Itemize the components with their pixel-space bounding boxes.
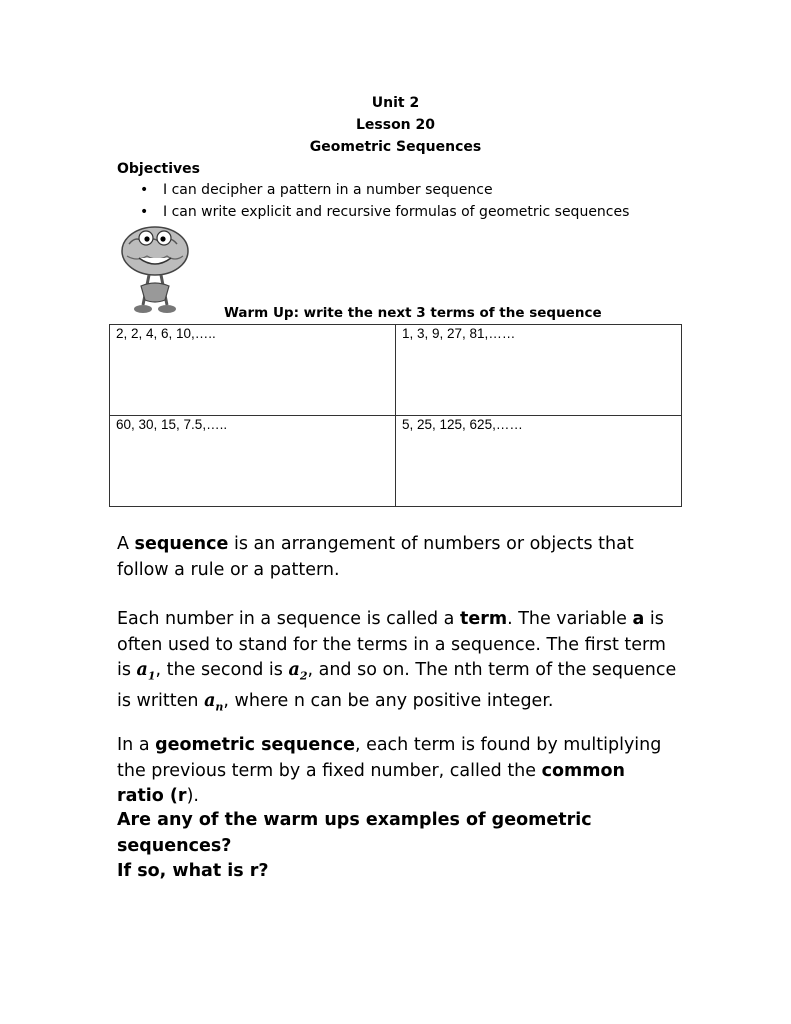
brain-mascot-icon: [115, 224, 195, 316]
objective-item: [140, 204, 629, 220]
lesson-heading: Lesson 20: [355, 117, 436, 133]
topic-heading: Geometric Sequences: [309, 139, 482, 155]
term-definition: Each number in a sequence is called a term. The variable a is often used to stand for the terms in a sequence. The first term is $a_1$, the second is $a_2$, and so on. The nth term of the sequence is written $a_n$, where n can be any positive integer.: [117, 609, 677, 714]
warmup-cell: 60, 30, 15, 7.5,…..: [110, 416, 396, 507]
table-row: [110, 416, 682, 507]
warmup-title: Warm Up: write the next 3 terms of the sequence: [224, 305, 602, 321]
a1-notation: $a_1$: [136, 660, 156, 683]
question-line: If so, what is r?: [117, 861, 269, 881]
warmup-cell: 2, 2, 4, 6, 10,…..: [110, 325, 396, 416]
objective-text: I can write explicit and recursive formulas of geometric sequences: [163, 204, 630, 220]
unit-heading: Unit 2: [371, 95, 420, 111]
variable-a: a: [632, 609, 645, 629]
term-sequence: sequence: [134, 534, 229, 554]
question: [117, 808, 677, 885]
an-notation: $a_n$: [204, 691, 224, 714]
warmup-cell: 5, 25, 125, 625,……: [396, 416, 682, 507]
objective-item: [140, 182, 493, 198]
objective-text: I can decipher a pattern in a number sequence: [163, 182, 493, 198]
question-line: Are any of the warm ups examples of geometric sequences?: [117, 810, 592, 856]
warmup-table: [109, 324, 682, 507]
sequence-definition: A sequence is an arrangement of numbers or objects that follow a rule or a pattern.: [117, 534, 634, 580]
term-common-ratio: common ratio (r: [117, 760, 625, 806]
a2-notation: $a_2$: [288, 660, 308, 683]
table-row: [110, 325, 682, 416]
term-geometric-sequence: geometric sequence: [155, 735, 355, 755]
term-term: term: [459, 609, 508, 629]
bullet-icon: •: [140, 182, 149, 198]
geometric-definition: In a geometric sequence, each term is found by multiplying the previous term by a fixed number, called the common ratio (r).: [117, 735, 662, 806]
objectives-heading: Objectives: [117, 161, 200, 177]
bullet-icon: •: [140, 204, 149, 220]
warmup-cell: 1, 3, 9, 27, 81,……: [396, 325, 682, 416]
